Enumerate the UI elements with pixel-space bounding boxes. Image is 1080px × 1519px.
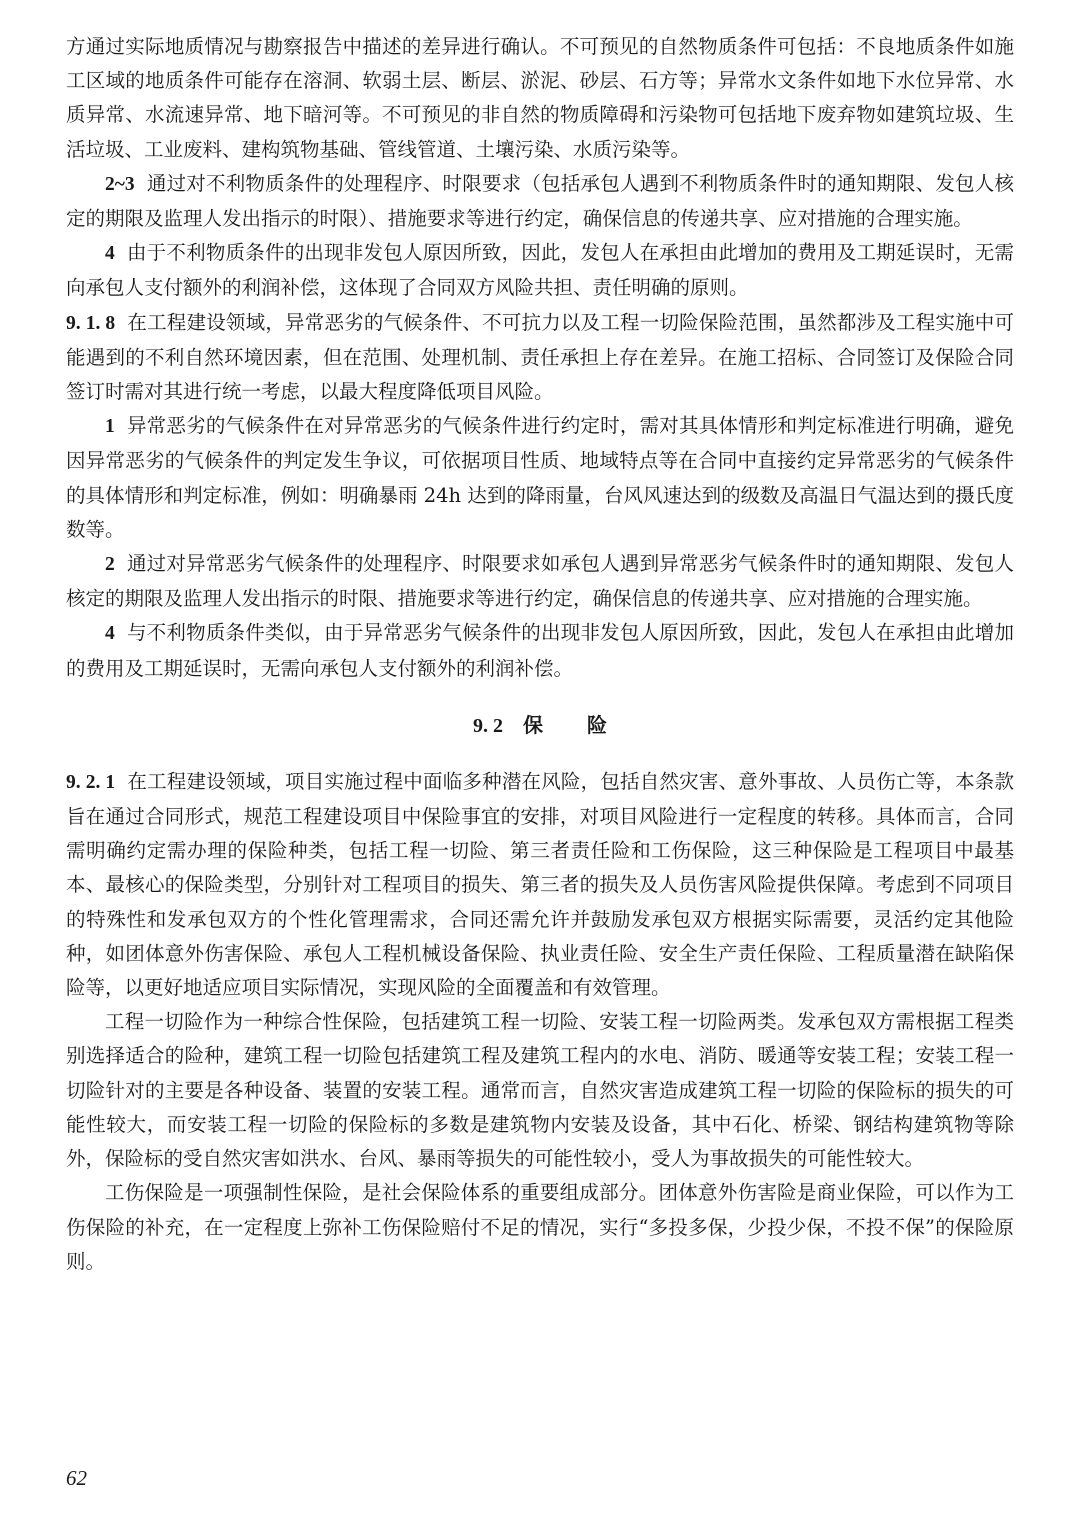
page-number: 62	[66, 1466, 87, 1490]
clause-number: 2~3	[105, 173, 135, 195]
section-number: 9. 2	[473, 714, 503, 737]
clause-number: 9. 1. 8	[66, 312, 116, 334]
clause-number: 1	[105, 416, 115, 438]
paragraph	[66, 765, 1014, 1005]
paragraph-text: 异常恶劣的气候条件在对异常恶劣的气候条件进行约定时，需对其具体情形和判定标准进行明确，避免因异常恶劣的气候条件的判定发生争议，可依据项目性质、地域特点等在合同中直接约定异常恶劣的气候条件的具体情形和判定标准，例如：明确暴雨 24h 达到的降雨量，台风风速达到的级数及高温日气温达到的摄氏度数等。	[66, 414, 1014, 541]
paragraph-text: 在工程建设领域，项目实施过程中面临多种潜在风险，包括自然灾害、意外事故、人员伤亡等，本条款旨在通过合同形式，规范工程建设项目中保险事宜的安排，对项目风险进行一定程度的转移。具体而言，合同需明确约定需办理的保险种类，包括工程一切险、第三者责任险和工伤保险，这三种保险是工程项目中最基本、最核心的保险类型，分别针对工程项目的损失、第三者的损失及人员伤害风险提供保障。考虑到不同项目的特殊性和发承包双方的个性化管理需求，合同还需允许并鼓励发承包双方根据实际需要，灵活约定其他险种，如团体意外伤害保险、承包人工程机械设备保险、执业责任险、安全生产责任保险、工程质量潜在缺陷保险等，以更好地适应项目实际情况，实现风险的全面覆盖和有效管理。	[66, 769, 1014, 1000]
text-block-before-section	[66, 30, 1014, 686]
section-heading	[66, 708, 1014, 743]
paragraph	[66, 409, 1014, 547]
section-title: 保险	[523, 712, 651, 737]
paragraph	[66, 236, 1014, 305]
clause-number: 2	[105, 554, 115, 576]
paragraph-text: 方通过实际地质情况与勘察报告中描述的差异进行确认。不可预见的自然物质条件可包括：不良地质条件如施工区域的地质条件可能存在溶洞、软弱土层、断层、淤泥、砂层、石方等；异常水文条件如地下水位异常、水质异常、水流速异常、地下暗河等。不可预见的非自然的物质障碍和污染物可包括地下废弃物如建筑垃圾、生活垃圾、工业废料、建构筑物基础、管线管道、土壤污染、水质污染等。	[66, 35, 1014, 161]
clause-number: 4	[105, 623, 115, 645]
paragraph	[66, 616, 1014, 685]
paragraph-text: 通过对不利物质条件的处理程序、时限要求（包括承包人遇到不利物质条件时的通知期限、发包人核定的期限及监理人发出指示的时限）、措施要求等进行约定，确保信息的传递共享、应对措施的合理实施。	[66, 171, 1014, 231]
paragraph	[66, 306, 1014, 410]
paragraph-text: 通过对异常恶劣气候条件的处理程序、时限要求如承包人遇到异常恶劣气候条件时的通知期限、发包人核定的期限及监理人发出指示的时限、措施要求等进行约定，确保信息的传递共享、应对措施的合理实施。	[66, 552, 1014, 611]
paragraph	[66, 1176, 1014, 1279]
paragraph-text: 与不利物质条件类似，由于异常恶劣气候条件的出现非发包人原因所致，因此，发包人在承担由此增加的费用及工期延误时，无需向承包人支付额外的利润补偿。	[66, 621, 1014, 680]
paragraph	[66, 1005, 1014, 1176]
paragraph-text: 在工程建设领域，异常恶劣的气候条件、不可抗力以及工程一切险保险范围，虽然都涉及工程实施中可能遇到的不利自然环境因素，但在范围、处理机制、责任承担上存在差异。在施工招标、合同签订及保险合同签订时需对其进行统一考虑，以最大程度降低项目风险。	[66, 310, 1014, 404]
paragraph	[66, 30, 1014, 167]
text-block-after-section	[66, 765, 1014, 1279]
clause-number: 4	[105, 243, 115, 265]
paragraph	[66, 547, 1014, 616]
paragraph-text: 工伤保险是一项强制性保险，是社会保险体系的重要组成部分。团体意外伤害险是商业保险，可以作为工伤保险的补充，在一定程度上弥补工伤保险赔付不足的情况，实行“多投多保，少投少保，不投不保”的保险原则。	[66, 1181, 1014, 1273]
paragraph	[66, 167, 1014, 236]
paragraph-text: 工程一切险作为一种综合性保险，包括建筑工程一切险、安装工程一切险两类。发承包双方需根据工程类别选择适合的险种，建筑工程一切险包括建筑工程及建筑工程内的水电、消防、暖通等安装工程；安装工程一切险针对的主要是各种设备、装置的安装工程。通常而言，自然灾害造成建筑工程一切险的保险标的损失的可能性较大，而安装工程一切险的保险标的多数是建筑物内安装及设备，其中石化、桥梁、钢结构建筑物等除外，保险标的受自然灾害如洪水、台风、暴雨等损失的可能性较小，受人为事故损失的可能性较大。	[66, 1010, 1014, 1171]
clause-number: 9. 2. 1	[66, 771, 116, 793]
paragraph-text: 由于不利物质条件的出现非发包人原因所致，因此，发包人在承担由此增加的费用及工期延误时，无需向承包人支付额外的利润补偿，这体现了合同双方风险共担、责任明确的原则。	[66, 241, 1014, 300]
